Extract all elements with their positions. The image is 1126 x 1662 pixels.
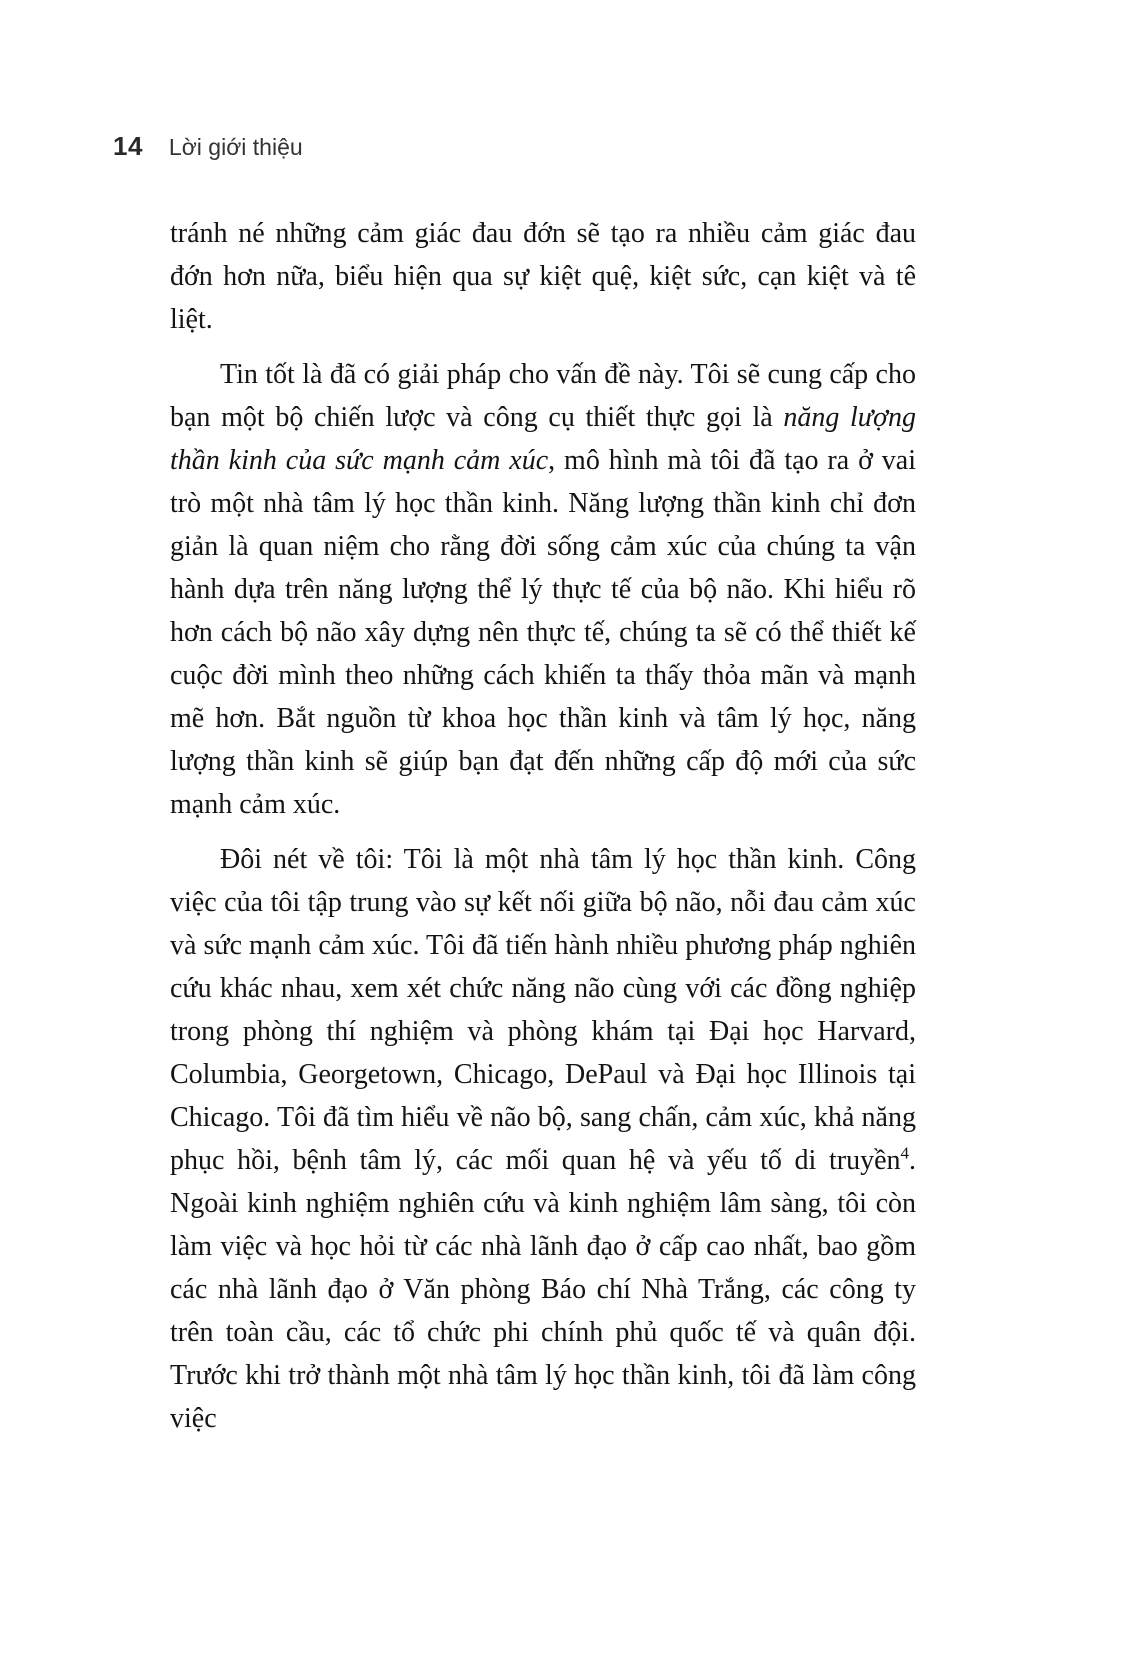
footnote-marker: 4 — [900, 1143, 909, 1163]
paragraph-1-text: tránh né những cảm giác đau đớn sẽ tạo ra nhiều cảm giác đau đớn hơn nữa, biểu hiện qua sự kiệt quệ, kiệt sức, cạn kiệt và tê liệt. — [170, 218, 916, 335]
paragraph-2-text-b: , mô hình mà tôi đã tạo ra ở vai trò một nhà tâm lý học thần kinh. Năng lượng thần kinh chỉ đơn giản là quan niệm cho rằng đời sống cảm xúc của chúng ta vận hành dựa trên năng lượng thể lý thực tế của bộ não. Khi hiểu rõ hơn cách bộ não xây dựng nên thực tế, chúng ta sẽ có thể thiết kế cuộc đời mình theo những cách khiến ta thấy thỏa mãn và mạnh mẽ hơn. Bắt nguồn từ khoa học thần kinh và tâm lý học, năng lượng thần kinh sẽ giúp bạn đạt đến những cấp độ mới của sức mạnh cảm xúc. — [170, 445, 916, 820]
paragraph-3-text-a: Đôi nét về tôi: Tôi là một nhà tâm lý học thần kinh. Công việc của tôi tập trung vào sự kết nối giữa bộ não, nỗi đau cảm xúc và sức mạnh cảm xúc. Tôi đã tiến hành nhiều phương pháp nghiên cứu khác nhau, xem xét chức năng não cùng với các đồng nghiệp trong phòng thí nghiệm và phòng khám tại Đại học Harvard, Columbia, Georgetown, Chicago, DePaul và Đại học Illinois tại Chicago. Tôi đã tìm hiểu về não bộ, sang chấn, cảm xúc, khả năng phục hồi, bệnh tâm lý, các mối quan hệ và yếu tố di truyền — [170, 844, 916, 1176]
paragraph-2-italic-term: năng lượng thần kinh của sức mạnh cảm xúc — [170, 402, 916, 476]
page-number: 14 — [113, 131, 143, 161]
paragraph-2 — [170, 353, 916, 826]
running-header — [113, 131, 303, 162]
paragraph-1 — [170, 212, 916, 341]
chapter-title: Lời giới thiệu — [168, 134, 303, 160]
paragraph-2-text-a: Tin tốt là đã có giải pháp cho vấn đề này. Tôi sẽ cung cấp cho bạn một bộ chiến lược và công cụ thiết thực gọi là — [170, 359, 916, 433]
body-text-block — [170, 212, 916, 1452]
paragraph-3-text-b: . Ngoài kinh nghiệm nghiên cứu và kinh nghiệm lâm sàng, tôi còn làm việc và học hỏi từ các nhà lãnh đạo ở cấp cao nhất, bao gồm các nhà lãnh đạo ở Văn phòng Báo chí Nhà Trắng, các công ty trên toàn cầu, các tổ chức phi chính phủ quốc tế và quân đội. Trước khi trở thành một nhà tâm lý học thần kinh, tôi đã làm công việc — [170, 1145, 916, 1434]
paragraph-3 — [170, 838, 916, 1440]
